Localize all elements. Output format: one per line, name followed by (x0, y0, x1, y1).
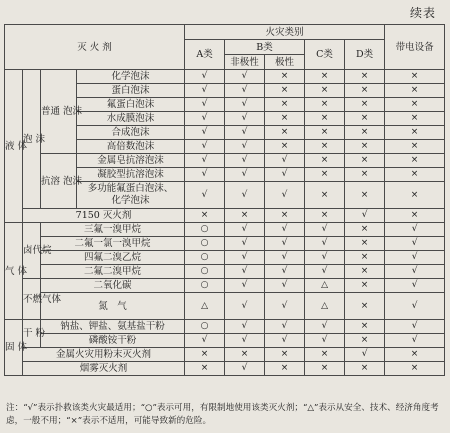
class-b-nonpolar-cell: √ (225, 84, 265, 98)
class-c-cell: √ (305, 320, 345, 334)
class-c-cell: × (305, 182, 345, 209)
class-b-polar-cell: × (265, 98, 305, 112)
table-row (5, 237, 445, 251)
table-row (5, 320, 445, 334)
class-c-cell: × (305, 70, 345, 84)
electrical-cell: × (385, 112, 445, 126)
table-row (5, 348, 445, 362)
class-b-polar-cell: × (265, 70, 305, 84)
class-b-polar-cell: × (265, 112, 305, 126)
class-b-nonpolar-header: 非极性 (225, 55, 265, 70)
agent-header: 灭 火 剂 (5, 25, 185, 70)
class-d-cell: × (345, 168, 385, 182)
table-row (5, 265, 445, 279)
class-d-cell: × (345, 140, 385, 154)
table-row (5, 279, 445, 293)
table-row (5, 223, 445, 237)
class-b-nonpolar-cell: √ (225, 112, 265, 126)
class-a-cell: × (185, 209, 225, 223)
extinguishing-agent-table (4, 24, 445, 376)
class-b-nonpolar-cell: √ (225, 279, 265, 293)
class-a-cell: √ (185, 126, 225, 140)
class-a-cell: √ (185, 98, 225, 112)
class-b-polar-cell: × (265, 348, 305, 362)
electrical-cell: √ (385, 237, 445, 251)
agent-name: 化学泡沫 (77, 70, 185, 84)
class-a-cell: ○ (185, 279, 225, 293)
agent-name: 氟蛋白泡沫 (77, 98, 185, 112)
class-a-cell: √ (185, 168, 225, 182)
agent-name-line1: 多功能氟蛋白泡沫、 (87, 183, 174, 194)
class-a-cell: ○ (185, 265, 225, 279)
class-c-cell: √ (305, 237, 345, 251)
agent-name: 烟雾灭火剂 (23, 362, 185, 376)
group-solid: 固 体 (5, 320, 23, 376)
class-c-cell: × (305, 362, 345, 376)
electrical-cell: × (385, 126, 445, 140)
class-d-cell: × (345, 154, 385, 168)
agent-name: 二氧化碳 (41, 279, 185, 293)
class-b-nonpolar-cell: × (225, 209, 265, 223)
class-c-cell: √ (305, 265, 345, 279)
class-a-cell: √ (185, 70, 225, 84)
class-b-nonpolar-cell: √ (225, 265, 265, 279)
class-c-cell: × (305, 98, 345, 112)
class-d-cell: × (345, 126, 385, 140)
agent-name: 高倍数泡沫 (77, 140, 185, 154)
agent-name-line2: 化学泡沫 (111, 195, 150, 206)
group-ar-foam: 抗溶 泡沫 (41, 154, 77, 209)
group-halon: 卤代烷 (23, 223, 41, 279)
class-b-polar-cell: × (265, 209, 305, 223)
agent-name: 三氟一溴甲烷 (41, 223, 185, 237)
class-b-polar-cell: √ (265, 168, 305, 182)
electrical-header: 带电设备 (385, 25, 445, 70)
class-c-cell: √ (305, 223, 345, 237)
class-a-cell: √ (185, 112, 225, 126)
fire-class-header: 火灾类别 (185, 25, 385, 40)
electrical-cell: √ (385, 293, 445, 320)
class-b-polar-cell: √ (265, 237, 305, 251)
class-a-cell: ○ (185, 251, 225, 265)
group-inert-gas: 不燃气体 (23, 279, 41, 320)
electrical-cell: × (385, 70, 445, 84)
class-a-cell: ○ (185, 320, 225, 334)
agent-name: 凝胶型抗溶泡沫 (77, 168, 185, 182)
class-b-nonpolar-cell: √ (225, 334, 265, 348)
electrical-cell: √ (385, 251, 445, 265)
class-d-cell: × (345, 70, 385, 84)
group-foam: 泡 沫 (23, 70, 41, 209)
agent-name: 二氟二溴甲烷 (41, 265, 185, 279)
electrical-cell: × (385, 182, 445, 209)
class-d-cell: × (345, 223, 385, 237)
agent-name: 四氟二溴乙烷 (41, 251, 185, 265)
class-d-cell: × (345, 362, 385, 376)
class-d-cell: × (345, 84, 385, 98)
class-c-cell: △ (305, 279, 345, 293)
class-d-cell: × (345, 182, 385, 209)
class-c-cell: × (305, 348, 345, 362)
class-a-header: A类 (185, 40, 225, 70)
table-row (5, 334, 445, 348)
class-d-cell: × (345, 265, 385, 279)
class-a-cell: √ (185, 140, 225, 154)
table-row (5, 293, 445, 320)
class-a-cell: △ (185, 293, 225, 320)
class-c-cell: √ (305, 251, 345, 265)
agent-name: 7150 灭火剂 (23, 209, 185, 223)
electrical-cell: √ (385, 279, 445, 293)
class-b-polar-cell: √ (265, 154, 305, 168)
class-d-cell: × (345, 293, 385, 320)
class-b-nonpolar-cell: √ (225, 320, 265, 334)
table-row (5, 251, 445, 265)
electrical-cell: √ (385, 320, 445, 334)
agent-name: 金属火灾用粉末灭火剂 (23, 348, 185, 362)
agent-name: 氮 气 (41, 293, 185, 320)
class-b-nonpolar-cell: √ (225, 98, 265, 112)
class-b-nonpolar-cell: √ (225, 223, 265, 237)
agent-name: 二氟一氯一溴甲烷 (41, 237, 185, 251)
class-a-cell: × (185, 362, 225, 376)
class-c-cell: △ (305, 293, 345, 320)
class-a-cell: √ (185, 84, 225, 98)
class-d-cell: √ (345, 209, 385, 223)
electrical-cell: × (385, 209, 445, 223)
agent-name (77, 182, 185, 209)
electrical-cell: × (385, 168, 445, 182)
electrical-cell: × (385, 84, 445, 98)
electrical-cell: × (385, 348, 445, 362)
group-dry-powder: 干 粉 (23, 320, 41, 348)
class-b-nonpolar-cell: √ (225, 251, 265, 265)
class-d-header: D类 (345, 40, 385, 70)
agent-name: 蛋白泡沫 (77, 84, 185, 98)
group-gas: 气 体 (5, 223, 23, 320)
class-d-cell: × (345, 320, 385, 334)
group-liquid: 液 体 (5, 70, 23, 223)
agent-name: 钠盐、钾盐、氨基盐干粉 (41, 320, 185, 334)
group-common-foam: 普通 泡沫 (41, 70, 77, 154)
class-b-polar-cell: √ (265, 265, 305, 279)
class-b-nonpolar-cell: √ (225, 168, 265, 182)
class-b-polar-cell: √ (265, 334, 305, 348)
class-b-polar-cell: √ (265, 293, 305, 320)
class-b-nonpolar-cell: √ (225, 126, 265, 140)
table-row (5, 362, 445, 376)
class-b-polar-cell: √ (265, 223, 305, 237)
class-b-polar-cell: × (265, 362, 305, 376)
header-row-1 (5, 25, 445, 40)
class-d-cell: × (345, 334, 385, 348)
class-d-cell: × (345, 279, 385, 293)
agent-name: 磷酸铵干粉 (41, 334, 185, 348)
class-b-polar-cell: √ (265, 279, 305, 293)
class-c-cell: × (305, 168, 345, 182)
electrical-cell: × (385, 140, 445, 154)
class-d-cell: √ (345, 348, 385, 362)
class-b-nonpolar-cell: √ (225, 182, 265, 209)
agent-name: 水成膜泡沫 (77, 112, 185, 126)
class-a-cell: ○ (185, 223, 225, 237)
class-b-polar-cell: × (265, 140, 305, 154)
class-d-cell: × (345, 112, 385, 126)
class-b-nonpolar-cell: √ (225, 140, 265, 154)
class-a-cell: √ (185, 334, 225, 348)
class-b-polar-cell: × (265, 126, 305, 140)
class-b-nonpolar-cell: √ (225, 237, 265, 251)
agent-name: 合成泡沫 (77, 126, 185, 140)
class-c-cell: × (305, 154, 345, 168)
class-b-header: B类 (225, 40, 305, 55)
class-b-polar-cell: × (265, 84, 305, 98)
class-a-cell: √ (185, 154, 225, 168)
previous-page-fragment (0, 0, 450, 10)
class-c-cell: × (305, 112, 345, 126)
class-a-cell: × (185, 348, 225, 362)
electrical-cell: × (385, 154, 445, 168)
agent-name: 金属皂抗溶泡沫 (77, 154, 185, 168)
electrical-cell: √ (385, 334, 445, 348)
class-b-polar-cell: √ (265, 320, 305, 334)
class-b-polar-cell: √ (265, 251, 305, 265)
class-c-cell: × (305, 140, 345, 154)
table-row (5, 154, 445, 168)
class-c-cell: × (305, 209, 345, 223)
class-c-header: C类 (305, 40, 345, 70)
electrical-cell: × (385, 362, 445, 376)
class-b-nonpolar-cell: √ (225, 154, 265, 168)
electrical-cell: × (385, 98, 445, 112)
table-footnote: 注：“√”表示扑救该类火灾最适用；“○”表示可用，有限制地使用该类灭火剂；“△”表示从安全、技术、经济角度考虑，一般不用；“×”表示不适用，可能导致新的危险。 (6, 403, 439, 426)
class-b-polar-header: 极性 (265, 55, 305, 70)
class-d-cell: × (345, 98, 385, 112)
electrical-cell: √ (385, 265, 445, 279)
class-b-nonpolar-cell: √ (225, 70, 265, 84)
table-caption: 续表 (409, 6, 436, 20)
class-b-polar-cell: √ (265, 182, 305, 209)
class-b-nonpolar-cell: √ (225, 362, 265, 376)
class-a-cell: √ (185, 182, 225, 209)
table-row (5, 209, 445, 223)
class-c-cell: × (305, 126, 345, 140)
class-c-cell: × (305, 84, 345, 98)
class-d-cell: × (345, 237, 385, 251)
class-b-nonpolar-cell: × (225, 348, 265, 362)
class-c-cell: √ (305, 334, 345, 348)
table-row (5, 70, 445, 84)
class-b-nonpolar-cell: √ (225, 293, 265, 320)
electrical-cell: √ (385, 223, 445, 237)
class-a-cell: ○ (185, 237, 225, 251)
class-d-cell: × (345, 251, 385, 265)
